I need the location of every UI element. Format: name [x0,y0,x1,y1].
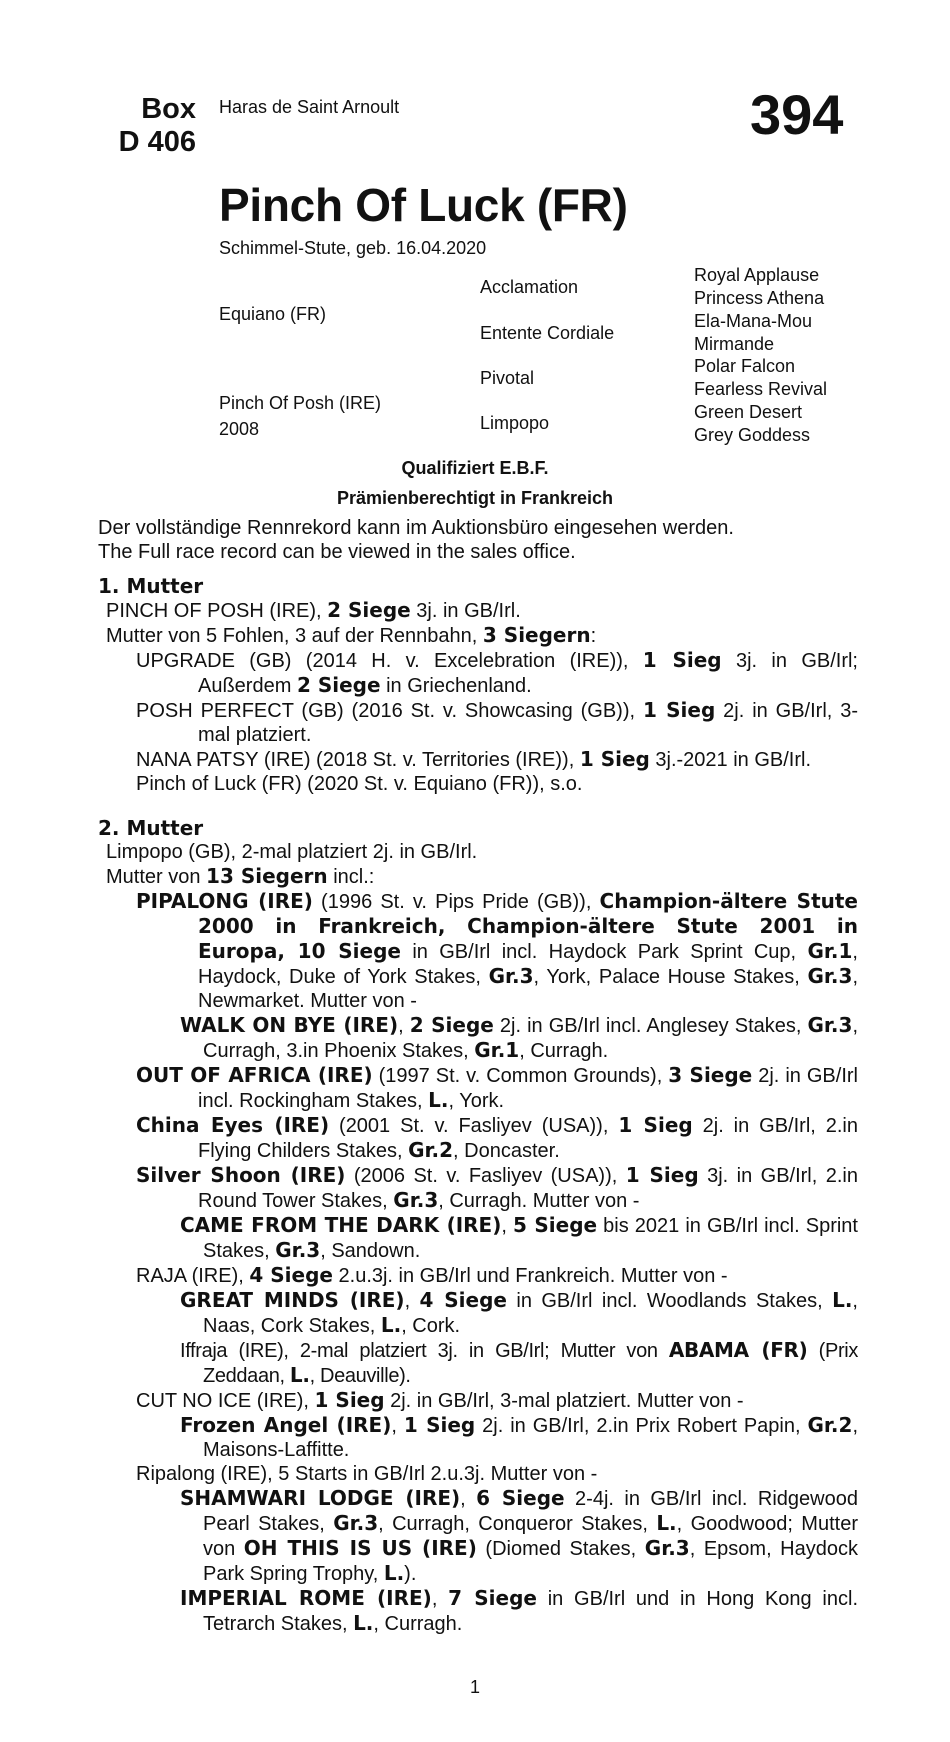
section-heading: 1. Mutter [98,574,204,598]
lot-number: 394 [750,83,844,146]
list-item: Pinch of Luck (FR) (2020 St. v. Equiano (FR)), s.o. [136,773,583,795]
list-item: POSH PERFECT (GB) (2016 St. v. Showcasing (GB)), 1 Sieg 2j. in GB/Irl, 3-mal platziert. [136,698,858,746]
record-note-de: Der vollständige Rennrekord kann im Auktionsbüro eingesehen werden. [98,517,734,539]
list-item: OUT OF AFRICA (IRE) (1997 St. v. Common Grounds), 3 Siege 2j. in GB/Irl incl. Rockingham Stakes, L., York. [136,1063,858,1112]
sire: Equiano (FR) [219,304,327,324]
great-grandparent: Royal Applause [694,265,820,285]
grandsire-maternal: Pivotal [480,368,535,388]
second-dam-section [98,816,858,1636]
box-label: Box [141,93,196,125]
list-item: Silver Shoon (IRE) (2006 St. v. Fasliyev (USA)), 1 Sieg 3j. in GB/Irl, 2.in Round Tower Stakes, Gr.3, Curragh. Mutter von - [136,1163,858,1212]
great-grandparent: Princess Athena [694,288,825,308]
list-item: Ripalong (IRE), 5 Starts in GB/Irl 2.u.3j. Mutter von - [136,1463,598,1485]
page-number: 1 [469,1677,480,1697]
great-grandparent: Grey Goddess [694,425,811,445]
section-heading: 2. Mutter [98,816,204,840]
great-grandparent: Mirmande [694,334,775,354]
qualification-france: Prämienberechtigt in Frankreich [336,488,614,508]
list-item: NANA PATSY (IRE) (2018 St. v. Territories (IRE)), 1 Sieg 3j.-2021 in GB/Irl. [136,747,812,771]
produce-line: Mutter von 5 Fohlen, 3 auf der Rennbahn, 3 Siegern: [106,623,597,647]
list-item: CAME FROM THE DARK (IRE), 5 Siege bis 2021 in GB/Irl incl. Sprint Stakes, Gr.3, Sandown. [180,1213,858,1262]
record-note-en: The Full race record can be viewed in the sales office. [98,541,576,563]
list-item: SHAMWARI LODGE (IRE), 6 Siege 2-4j. in GB/Irl incl. Ridgewood Pearl Stakes, Gr.3, Curragh, Conqueror Stakes, L., Goodwood; Mutter von OH THIS IS US (IRE) (Diomed Stakes, Gr.3, Epsom, Haydock Park Spring Trophy, L.). [180,1486,858,1585]
box-id: D 406 [118,126,196,158]
list-item: CUT NO ICE (IRE), 1 Sieg 2j. in GB/Irl, 3-mal platziert. Mutter von - [136,1388,744,1412]
great-grandparent: Green Desert [694,402,803,422]
list-item: Iffraja (IRE), 2-mal platziert 3j. in GB/Irl; Mutter von ABAMA (FR) (Prix Zeddaan, L., Deauville). [180,1338,859,1387]
list-item: IMPERIAL ROME (IRE), 7 Siege in GB/Irl und in Hong Kong incl. Tetrarch Stakes, L., Curragh. [180,1586,858,1635]
dam: Pinch Of Posh (IRE) [219,393,382,413]
list-item: China Eyes (IRE) (2001 St. v. Fasliyev (USA)), 1 Sieg 2j. in GB/Irl, 2.in Flying Childers Stakes, Gr.2, Doncaster. [136,1113,858,1162]
granddam-paternal: Entente Cordiale [480,323,615,343]
horse-description: Schimmel-Stute, geb. 16.04.2020 [219,238,487,258]
consignor: Haras de Saint Arnoult [219,97,400,117]
granddam-maternal: Limpopo [480,413,550,433]
list-item: RAJA (IRE), 4 Siege 2.u.3j. in GB/Irl und Frankreich. Mutter von - [136,1263,728,1287]
list-item: WALK ON BYE (IRE), 2 Siege 2j. in GB/Irl incl. Anglesey Stakes, Gr.3, Curragh, 3.in Phoenix Stakes, Gr.1, Curragh. [180,1013,858,1062]
record-note [98,516,858,564]
dam-year: 2008 [219,419,260,439]
great-grandparent: Fearless Revival [694,379,828,399]
horse-name: Pinch Of Luck (FR) [219,179,628,231]
list-item: GREAT MINDS (IRE), 4 Siege in GB/Irl incl. Woodlands Stakes, L., Naas, Cork Stakes, L., Cork. [180,1288,858,1337]
great-grandparent: Polar Falcon [694,356,796,376]
dam-line: PINCH OF POSH (IRE), 2 Siege 3j. in GB/Irl. [106,598,521,622]
grandsire-paternal: Acclamation [480,277,579,297]
qualification-ebf: Qualifiziert E.B.F. [401,458,549,478]
box-number [96,93,196,159]
great-grandparent: Ela-Mana-Mou [694,311,813,331]
dam-line: Limpopo (GB), 2-mal platziert 2j. in GB/Irl. [106,841,478,863]
list-item: Frozen Angel (IRE), 1 Sieg 2j. in GB/Irl, 2.in Prix Robert Papin, Gr.2, Maisons-Laffitte. [180,1413,858,1461]
list-item: UPGRADE (GB) (2014 H. v. Excelebration (IRE)), 1 Sieg 3j. in GB/Irl; Außerdem 2 Siege in Griechenland. [136,648,858,697]
first-dam-section [98,574,858,796]
produce-line: Mutter von 13 Siegern incl.: [106,864,375,888]
list-item: PIPALONG (IRE) (1996 St. v. Pips Pride (GB)), Champion-ältere Stute 2000 in Frankreich, Champion-ältere Stute 2001 in Europa, 10 Siege in GB/Irl incl. Haydock Park Sprint Cup, Gr.1, Haydock, Duke of York Stakes, Gr.3, York, Palace House Stakes, Gr.3, Newmarket. Mutter von - [136,889,859,1012]
